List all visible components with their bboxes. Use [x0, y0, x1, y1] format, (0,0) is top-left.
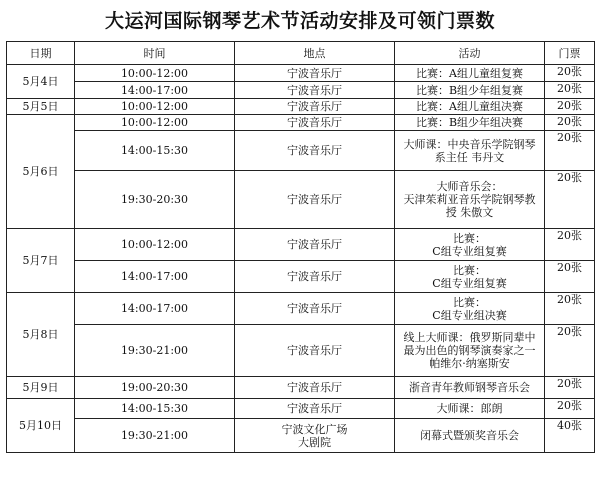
table-row	[7, 261, 595, 293]
place-cell	[235, 261, 395, 293]
time-cell: 10:00-12:00	[75, 229, 235, 261]
tickets-cell: 20张	[545, 293, 595, 325]
schedule-table	[6, 41, 595, 453]
activity-cell-line: 帕维尔·纳塞斯安	[429, 357, 510, 370]
date-cell: 5月5日	[7, 99, 75, 115]
time-cell: 14:00-17:00	[75, 261, 235, 293]
place-cell	[235, 293, 395, 325]
place-cell-line: 宁波音乐厅	[287, 193, 342, 206]
header-date: 日期	[7, 42, 75, 65]
tickets-cell: 20张	[545, 82, 595, 99]
time-cell: 14:00-17:00	[75, 82, 235, 99]
place-cell	[235, 325, 395, 377]
date-cell: 5月6日	[7, 115, 75, 229]
tickets-cell: 20张	[545, 399, 595, 419]
place-cell	[235, 399, 395, 419]
activity-cell	[395, 399, 545, 419]
activity-cell	[395, 115, 545, 131]
time-cell: 19:30-21:00	[75, 325, 235, 377]
time-cell: 14:00-17:00	[75, 293, 235, 325]
activity-cell	[395, 131, 545, 171]
place-cell-line: 宁波音乐厅	[287, 402, 342, 415]
activity-cell-line: 大师课：中央音乐学院钢琴	[403, 137, 536, 151]
place-cell-line: 宁波音乐厅	[287, 83, 342, 97]
time-cell: 19:30-20:30	[75, 171, 235, 229]
table-row	[7, 82, 595, 99]
place-cell-line: 大剧院	[298, 435, 331, 449]
activity-cell	[395, 65, 545, 82]
activity-cell	[395, 377, 545, 399]
tickets-cell: 40张	[545, 419, 595, 453]
activity-cell	[395, 325, 545, 377]
time-cell: 14:00-15:30	[75, 399, 235, 419]
tickets-cell: 20张	[545, 229, 595, 261]
activity-cell-line: 比赛：	[453, 231, 486, 245]
activity-cell-line: 最为出色的钢琴演奏家之一	[403, 344, 536, 357]
place-cell	[235, 82, 395, 99]
activity-cell-line: 天津茱莉亚音乐学院钢琴教	[403, 193, 536, 206]
date-cell: 5月9日	[7, 377, 75, 399]
table-row	[7, 65, 595, 82]
activity-cell-line: 大师课：郎朗	[436, 402, 503, 415]
activity-cell	[395, 293, 545, 325]
tickets-cell: 20张	[545, 131, 595, 171]
date-cell: 5月10日	[7, 399, 75, 453]
activity-cell-line: 线上大师课：俄罗斯同辈中	[403, 331, 536, 344]
place-cell-line: 宁波音乐厅	[287, 344, 342, 357]
header-place: 地点	[235, 42, 395, 65]
table-row	[7, 229, 595, 261]
activity-cell-line: 比赛：B组少年组复赛	[415, 83, 524, 97]
activity-cell	[395, 229, 545, 261]
tickets-cell: 20张	[545, 65, 595, 82]
activity-cell-line: C组专业组决赛	[432, 308, 507, 322]
time-cell: 14:00-15:30	[75, 131, 235, 171]
activity-cell-line: 闭幕式暨颁奖音乐会	[420, 429, 519, 442]
place-cell-line: 宁波音乐厅	[287, 66, 342, 80]
table-row	[7, 419, 595, 453]
activity-cell	[395, 261, 545, 293]
tickets-cell: 20张	[545, 115, 595, 131]
activity-cell-line: C组专业组复赛	[432, 244, 507, 258]
place-cell	[235, 419, 395, 453]
table-row	[7, 377, 595, 399]
activity-cell-line: 系主任 韦丹文	[434, 150, 505, 164]
place-cell	[235, 115, 395, 131]
activity-cell-line: 比赛：A组儿童组复赛	[416, 66, 523, 80]
table-row	[7, 325, 595, 377]
activity-cell-line: 比赛：B组少年组决赛	[415, 116, 524, 129]
place-cell-line: 宁波音乐厅	[287, 238, 342, 251]
place-cell-line: 宁波音乐厅	[287, 100, 342, 113]
activity-cell	[395, 82, 545, 99]
activity-cell-line: 浙音青年教师钢琴音乐会	[409, 381, 530, 394]
table-row	[7, 115, 595, 131]
table-row	[7, 131, 595, 171]
table-row	[7, 293, 595, 325]
activity-cell	[395, 419, 545, 453]
place-cell-line: 宁波音乐厅	[287, 381, 342, 394]
tickets-cell: 20张	[545, 99, 595, 115]
place-cell	[235, 65, 395, 82]
place-cell-line: 宁波音乐厅	[287, 302, 342, 315]
tickets-cell: 20张	[545, 261, 595, 293]
time-cell: 10:00-12:00	[75, 99, 235, 115]
place-cell	[235, 99, 395, 115]
tickets-cell: 20张	[545, 171, 595, 229]
activity-cell	[395, 99, 545, 115]
activity-cell-line: 比赛：	[453, 263, 486, 277]
time-cell: 19:00-20:30	[75, 377, 235, 399]
place-cell-line: 宁波音乐厅	[287, 116, 342, 129]
place-cell-line: 宁波音乐厅	[287, 144, 342, 157]
place-cell	[235, 229, 395, 261]
table-row	[7, 399, 595, 419]
header-row	[7, 42, 595, 65]
time-cell: 19:30-21:00	[75, 419, 235, 453]
activity-cell-line: 比赛：A组儿童组决赛	[416, 100, 523, 113]
place-cell	[235, 131, 395, 171]
place-cell-line: 宁波音乐厅	[287, 270, 342, 283]
tickets-cell: 20张	[545, 325, 595, 377]
date-cell: 5月4日	[7, 65, 75, 99]
header-time: 时间	[75, 42, 235, 65]
place-cell-line: 宁波文化广场	[281, 422, 348, 436]
time-cell: 10:00-12:00	[75, 115, 235, 131]
table-row	[7, 171, 595, 229]
date-cell: 5月8日	[7, 293, 75, 377]
page-title: 大运河国际钢琴艺术节活动安排及可领门票数	[104, 10, 495, 32]
activity-cell-line: 比赛：	[453, 295, 486, 309]
time-cell: 10:00-12:00	[75, 65, 235, 82]
activity-cell-line: 授 朱傲文	[445, 206, 494, 219]
header-tickets: 门票	[545, 42, 595, 65]
tickets-cell: 20张	[545, 377, 595, 399]
table-row	[7, 99, 595, 115]
schedule-body	[7, 65, 595, 453]
activity-cell	[395, 171, 545, 229]
activity-cell-line: C组专业组复赛	[432, 276, 507, 290]
place-cell	[235, 171, 395, 229]
activity-cell-line: 大师音乐会：	[436, 180, 503, 193]
date-cell: 5月7日	[7, 229, 75, 293]
place-cell	[235, 377, 395, 399]
header-activity: 活动	[395, 42, 545, 65]
